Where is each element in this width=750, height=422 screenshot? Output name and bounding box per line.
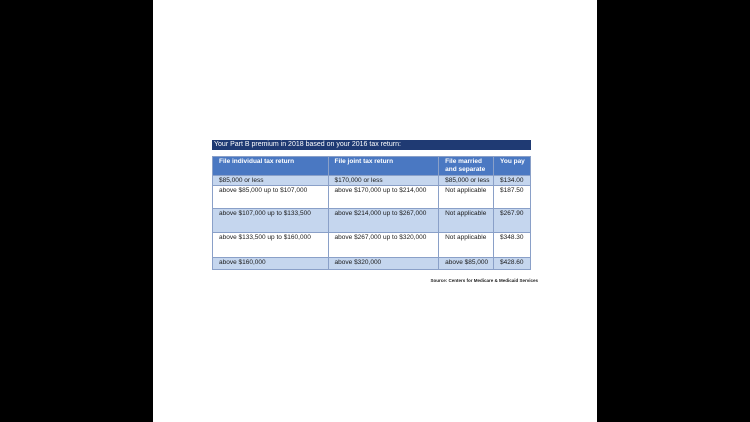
cell-joint: above $170,000 up to $214,000	[328, 186, 439, 209]
header-married-separate: File married and separate	[439, 157, 494, 176]
header-joint: File joint tax return	[328, 157, 439, 176]
cell-you-pay: $134.00	[494, 176, 531, 186]
cell-individual: above $107,000 up to $133,500	[213, 209, 329, 233]
cell-joint: above $267,000 up to $320,000	[328, 233, 439, 258]
table-row	[213, 258, 531, 270]
cell-joint: above $214,000 up to $267,000	[328, 209, 439, 233]
cell-individual: above $160,000	[213, 258, 329, 270]
table-row	[213, 186, 531, 209]
table-row	[213, 233, 531, 258]
cell-married-separate: $85,000 or less	[439, 176, 494, 186]
cell-individual: above $133,500 up to $160,000	[213, 233, 329, 258]
table-row	[213, 176, 531, 186]
source-note: Source: Centers for Medicare & Medicaid Services	[430, 278, 538, 283]
cell-joint: above $320,000	[328, 258, 439, 270]
cell-individual: $85,000 or less	[213, 176, 329, 186]
cell-you-pay: $187.50	[494, 186, 531, 209]
table-header-row	[213, 157, 531, 176]
premium-table	[212, 156, 531, 270]
cell-married-separate: above $85,000	[439, 258, 494, 270]
header-individual: File individual tax return	[213, 157, 329, 176]
cell-you-pay: $428.60	[494, 258, 531, 270]
cell-married-separate: Not applicable	[439, 233, 494, 258]
cell-married-separate: Not applicable	[439, 209, 494, 233]
table-row	[213, 209, 531, 233]
cell-you-pay: $348.30	[494, 233, 531, 258]
document-page	[153, 0, 597, 422]
cell-joint: $170,000 or less	[328, 176, 439, 186]
cell-married-separate: Not applicable	[439, 186, 494, 209]
header-you-pay: You pay	[494, 157, 531, 176]
cell-you-pay: $267.90	[494, 209, 531, 233]
table-title: Your Part B premium in 2018 based on your 2016 tax return:	[212, 140, 531, 150]
cell-individual: above $85,000 up to $107,000	[213, 186, 329, 209]
